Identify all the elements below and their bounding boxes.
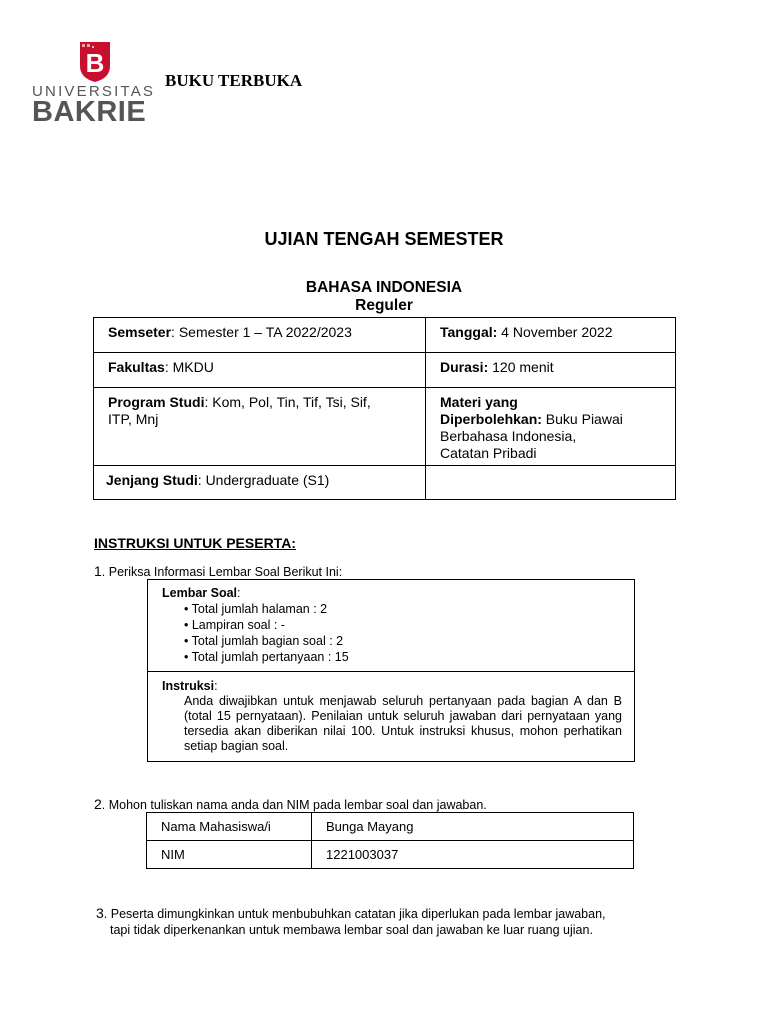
materials-cell: Materi yang Diperbolehkan: Buku Piawai Berbahasa Indonesia, Catatan Pribadi <box>426 388 676 466</box>
semester-cell: Semseter: Semester 1 – TA 2022/2023 <box>94 318 426 353</box>
faculty-cell: Fakultas: MKDU <box>94 353 426 388</box>
sheet-info-list <box>162 601 622 665</box>
question-sheet-box <box>147 579 635 762</box>
table-row <box>94 318 676 353</box>
exam-type-label: BUKU TERBUKA <box>165 71 303 90</box>
student-info-table <box>146 812 634 869</box>
instructions-heading: INSTRUKSI UNTUK PESERTA: <box>94 535 296 551</box>
table-row <box>147 813 634 841</box>
instructions-label: Instruksi <box>162 679 215 693</box>
exam-info-table <box>93 317 676 500</box>
program-type: Reguler <box>355 297 413 314</box>
duration-cell: Durasi: 120 menit <box>426 353 676 388</box>
table-row <box>94 466 676 500</box>
list-item: • Lampiran soal : - <box>184 617 622 633</box>
study-program-cell: Program Studi: Kom, Pol, Tin, Tif, Tsi, Sif, ITP, Mnj <box>94 388 426 466</box>
nim-label-cell: NIM <box>147 841 312 869</box>
instructions-section: Instruksi: Anda diwajibkan untuk menjawab seluruh pertanyaan pada bagian A dan B (total 15 pernyataan). Penilaian untuk seluruh jawaban dari pernyataan yang tersedia akan diberikan nilai 100. Untuk instruksi khusus, mohon perhatikan setiap bagian soal. <box>148 671 634 761</box>
list-item: • Total jumlah halaman : 2 <box>184 601 622 617</box>
table-row <box>94 353 676 388</box>
list-item: • Total jumlah pertanyaan : 15 <box>184 649 622 665</box>
svg-text:B: B <box>85 48 105 78</box>
page-title: UJIAN TENGAH SEMESTER <box>264 229 504 249</box>
list-item: • Total jumlah bagian soal : 2 <box>184 633 622 649</box>
instruction-item-3: 3. Peserta dimungkinkan untuk menbubuhkan catatan jika diperlukan pada lembar jawaban, tapi tidak diperkenankan untuk membawa lembar soal dan jawaban ke luar ruang ujian. <box>96 905 606 937</box>
logo-name-text: BAKRIE <box>32 96 147 128</box>
level-cell: Jenjang Studi: Undergraduate (S1) <box>94 466 426 500</box>
nim-value-cell[interactable]: 1221003037 <box>312 841 634 869</box>
subject-title: BAHASA INDONESIA <box>305 279 463 296</box>
empty-cell <box>426 466 676 500</box>
logo-university-text: UNIVERSITAS <box>32 83 156 100</box>
sheet-info-section: Lembar Soal: • Total jumlah halaman : 2 • Lampiran soal : - • Total jumlah bagian soal : 2 • Total jumlah pertanyaan : 15 <box>148 580 634 671</box>
instruction-item-2: 2. Mohon tuliskan nama anda dan NIM pada lembar soal dan jawaban. <box>94 796 487 812</box>
name-label-cell: Nama Mahasiswa/i <box>147 813 312 841</box>
instruction-item-1: 1. Periksa Informasi Lembar Soal Berikut Ini: <box>94 563 343 579</box>
instructions-text: Anda diwajibkan untuk menjawab seluruh pertanyaan pada bagian A dan B (total 15 pernyataan). Penilaian untuk seluruh jawaban dari pernyataan yang tersedia akan diberikan nilai 100. Untuk instruksi khusus, mohon perhatikan setiap bagian soal. <box>184 694 622 753</box>
university-logo <box>32 40 162 126</box>
table-row <box>94 388 676 466</box>
date-cell: Tanggal: 4 November 2022 <box>426 318 676 353</box>
sheet-label: Lembar Soal <box>162 586 238 600</box>
name-value-cell[interactable]: Bunga Mayang <box>312 813 634 841</box>
bakrie-emblem-icon <box>72 42 118 82</box>
table-row <box>147 841 634 869</box>
